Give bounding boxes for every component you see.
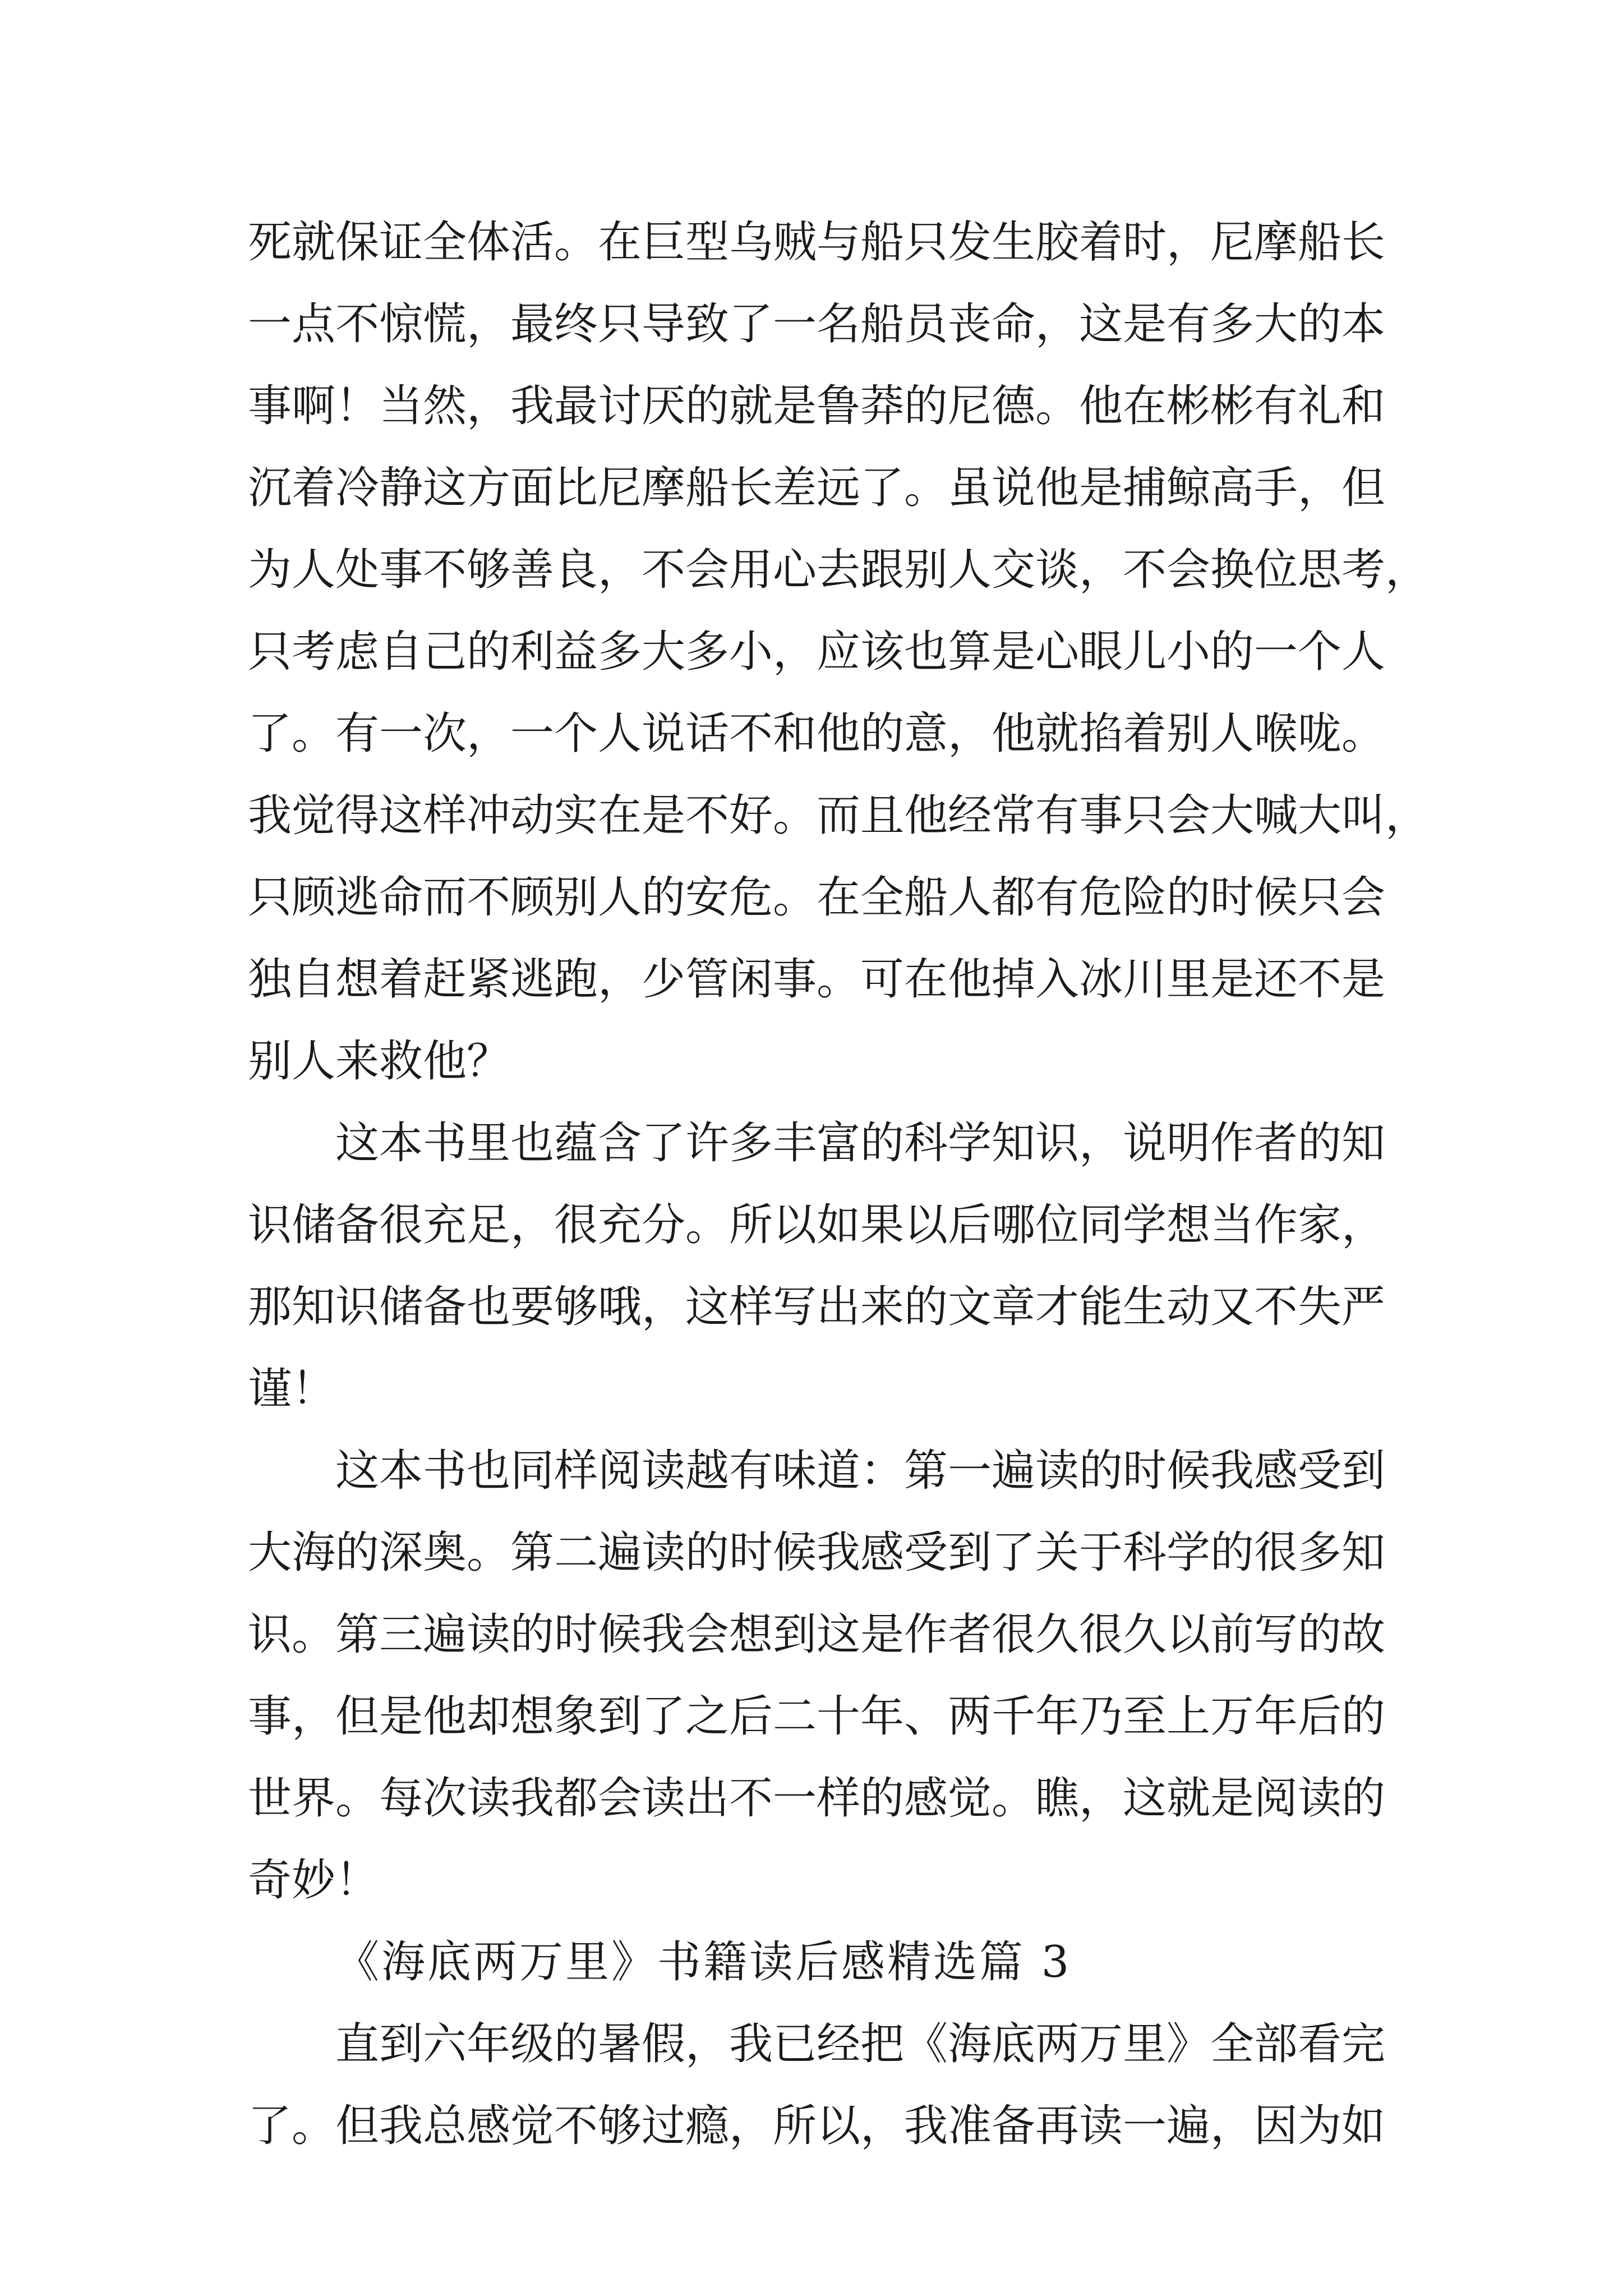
text-line: 只顾逃命而不顾别人的安危。在全船人都有危险的时候只会 xyxy=(248,872,1386,923)
text-line: 世界。每次读我都会读出不一样的感觉。瞧，这就是阅读的 xyxy=(248,1773,1386,1824)
paragraph-first-line: 这本书也同样阅读越有味道：第一遍读的时候我感受到 xyxy=(335,1446,1386,1496)
text-line: 识。第三遍读的时候我会想到这是作者很久很久以前写的故 xyxy=(248,1609,1386,1660)
text-line: 了。有一次，一个人说话不和他的意，他就掐着别人喉咙。 xyxy=(248,708,1386,759)
text-line: 了。但我总感觉不够过瘾，所以，我准备再读一遍，因为如 xyxy=(248,2101,1386,2151)
text-line: 识储备很充足，很充分。所以如果以后哪位同学想当作家， xyxy=(248,1200,1386,1250)
text-line: 奇妙！ xyxy=(248,1855,380,1906)
text-line: 事啊！当然，我最讨厌的就是鲁莽的尼德。他在彬彬有礼和 xyxy=(248,381,1386,431)
text-line: 为人处事不够善良，不会用心去跟别人交谈，不会换位思考， xyxy=(248,545,1430,595)
text-line: 别人来救他？ xyxy=(248,1036,511,1087)
text-line: 只考虑自己的利益多大多小，应该也算是心眼儿小的一个人 xyxy=(248,627,1386,677)
text-line: 那知识储备也要够哦，这样写出来的文章才能生动又不失严 xyxy=(248,1282,1386,1332)
text-line: 一点不惊慌，最终只导致了一名船员丧命，这是有多大的本 xyxy=(248,299,1386,349)
text-line: 事，但是他却想象到了之后二十年、两千年乃至上万年后的 xyxy=(248,1691,1386,1742)
section-heading: 《海底两万里》书籍读后感精选篇 3 xyxy=(335,1937,1072,1987)
text-line: 沉着冷静这方面比尼摩船长差远了。虽说他是捕鲸高手，但 xyxy=(248,463,1386,513)
text-line: 我觉得这样冲动实在是不好。而且他经常有事只会大喊大叫， xyxy=(248,790,1430,841)
paragraph-first-line: 这本书里也蕴含了许多丰富的科学知识，说明作者的知 xyxy=(335,1118,1386,1168)
text-line: 大海的深奥。第二遍读的时候我感受到了关于科学的很多知 xyxy=(248,1527,1386,1578)
paragraph-first-line: 直到六年级的暑假，我已经把《海底两万里》全部看完 xyxy=(335,2019,1386,2069)
text-line: 独自想着赶紧逃跑，少管闲事。可在他掉入冰川里是还不是 xyxy=(248,954,1386,1005)
text-line: 谨！ xyxy=(248,1364,336,1414)
text-line: 死就保证全体活。在巨型乌贼与船只发生胶着时，尼摩船长 xyxy=(248,217,1386,268)
